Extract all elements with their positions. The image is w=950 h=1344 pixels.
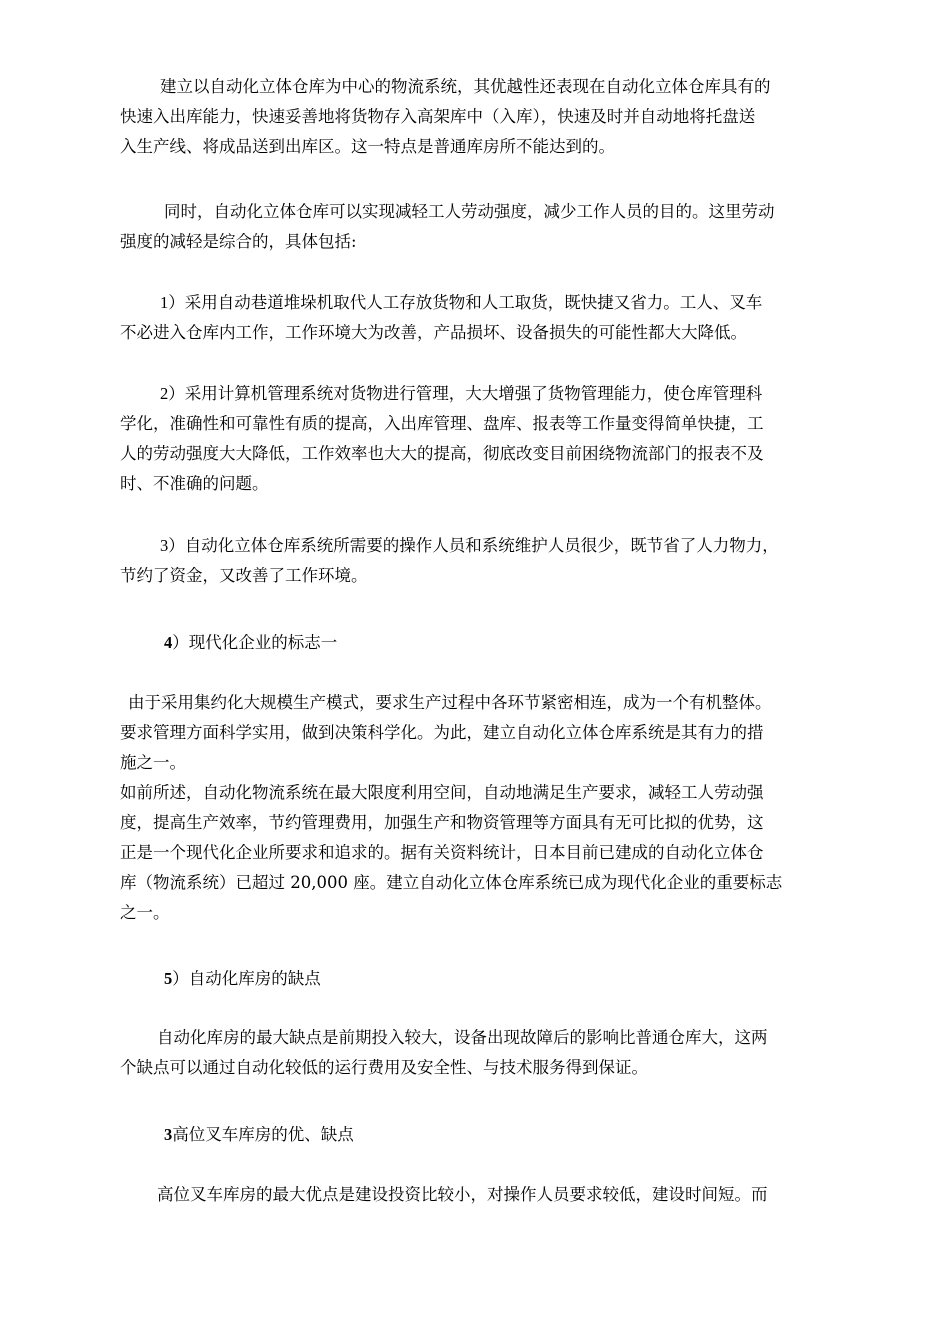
paragraph-line: 同时，自动化立体仓库可以实现减轻工人劳动强度，减少工作人员的目的。这里劳动: [164, 202, 775, 221]
paragraph-line: 由于采用集约化大规模生产模式，要求生产过程中各环节紧密相连，成为一个有机整体。: [128, 693, 772, 712]
heading-text: ）自动化库房的缺点: [172, 969, 321, 988]
paragraph-line: 施之一。: [120, 753, 186, 772]
heading-number: 4: [164, 633, 173, 652]
paragraph-line: 度，提高生产效率，节约管理费用，加强生产和物资管理等方面具有无可比拟的优势，这: [120, 813, 764, 832]
list-item-1: [160, 292, 840, 314]
list-number: 2）: [160, 384, 185, 403]
section-heading-4: [164, 632, 840, 654]
paragraph-line: 正是一个现代化企业所要求和追求的。据有关资料统计，日本目前已建成的自动化立体仓: [120, 843, 764, 862]
paragraph-line: 要求管理方面科学实用，做到决策科学化。为此，建立自动化立体仓库系统是其有力的措: [120, 723, 764, 742]
paragraph-line: 入生产线、将成品送到出库区。这一特点是普通库房所不能达到的。: [120, 137, 615, 156]
paragraph-line: 学化，准确性和可靠性有质的提高，入出库管理、盘库、报表等工作量变得简单快捷，工: [120, 414, 764, 433]
paragraph-line: 如前所述，自动化物流系统在最大限度利用空间，自动地满足生产要求，减轻工人劳动强: [120, 783, 764, 802]
list-number: 3）: [160, 536, 185, 555]
paragraph-line: 自动化立体仓库系统所需要的操作人员和系统维护人员很少，既节省了人力物力，: [184, 536, 779, 555]
paragraph-line: 强度的减轻是综合的，具体包括:: [120, 232, 357, 251]
list-item-3: [160, 535, 840, 557]
heading-number: 5: [164, 969, 173, 988]
heading-number: 3: [164, 1125, 173, 1144]
paragraph-line: 自动化库房的最大缺点是前期投入较大，设备出现故障后的影响比普通仓库大，这两: [157, 1028, 768, 1047]
heading-text: ）现代化企业的标志一: [172, 633, 338, 652]
paragraph-line: 建立以自动化立体仓库为中心的物流系统，其优越性还表现在自动化立体仓库具有的: [160, 77, 771, 96]
heading-text: 高位叉车库房的优、缺点: [172, 1125, 354, 1144]
paragraph-line: 个缺点可以通过自动化较低的运行费用及安全性、与技术服务得到保证。: [120, 1058, 648, 1077]
list-number: 1）: [160, 293, 185, 312]
paragraph-line: 高位叉车库房的最大优点是建设投资比较小，对操作人员要求较低，建设时间短。而: [157, 1185, 768, 1204]
paragraph-line: 节约了资金，又改善了工作环境。: [120, 566, 368, 585]
paragraph-line: 不必进入仓库内工作，工作环境大为改善，产品损坏、设备损失的可能性都大大降低。: [120, 323, 747, 342]
paragraph-line: 时、不准确的问题。: [120, 474, 269, 493]
paragraph-line: 库（物流系统）已超过 20,000 座。建立自动化立体仓库系统已成为现代化企业的重要标志: [120, 873, 783, 892]
section-heading-5: [164, 968, 840, 990]
paragraph-line: 采用自动巷道堆垛机取代人工存放货物和人工取货，既快捷又省力。工人、叉车: [184, 293, 763, 312]
paragraph-line: 采用计算机管理系统对货物进行管理，大大增强了货物管理能力，使仓库管理科: [184, 384, 763, 403]
paragraph-line: 人的劳动强度大大降低，工作效率也大大的提高，彻底改变目前困绕物流部门的报表不及: [120, 444, 764, 463]
paragraph-line: 快速入出库能力，快速妥善地将货物存入高架库中（入库），快速及时并自动地将托盘送: [120, 107, 756, 126]
section-heading-3: [164, 1124, 840, 1146]
list-item-2: [160, 383, 840, 405]
paragraph-line: 之一。: [120, 903, 170, 922]
